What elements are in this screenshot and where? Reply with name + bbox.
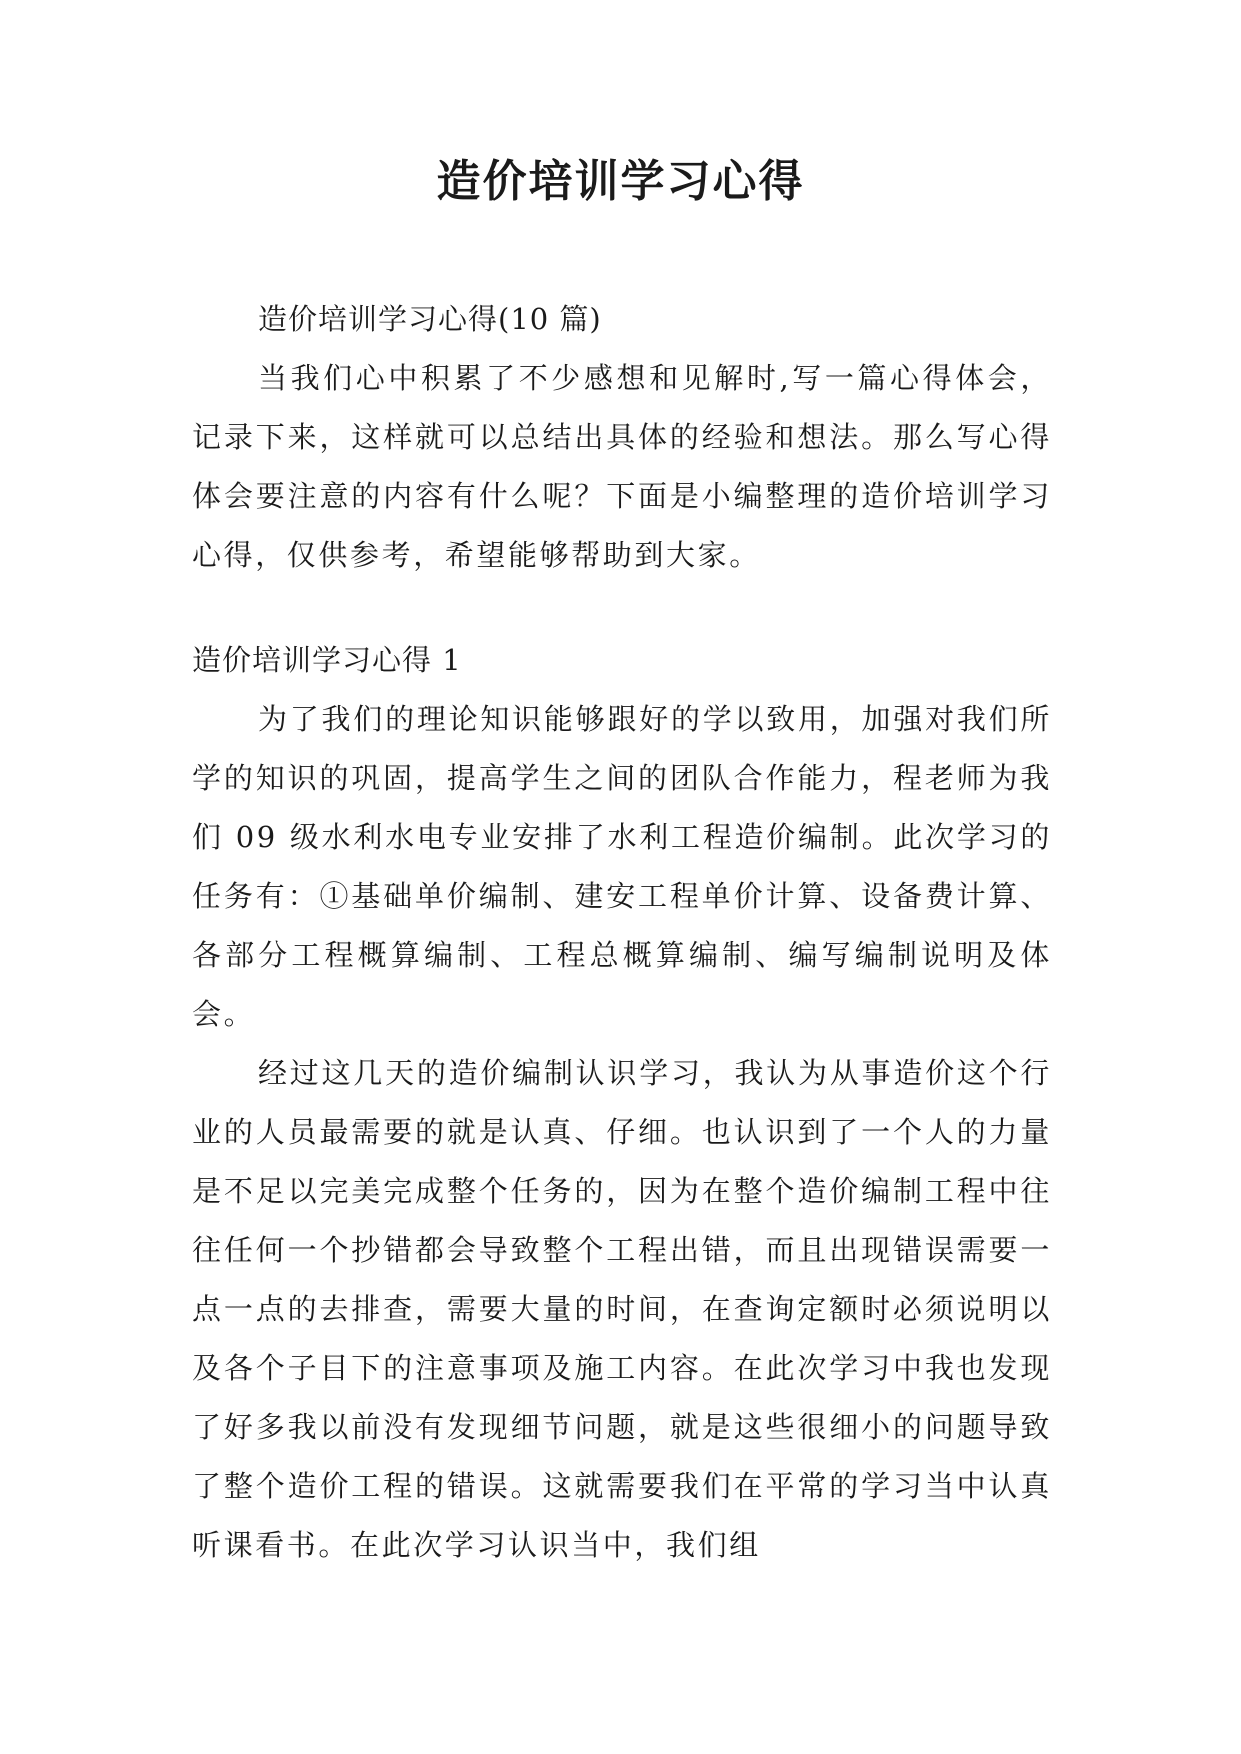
intro-paragraph: 当我们心中积累了不少感想和见解时,写一篇心得体会，记录下来，这样就可以总结出具体的经验和想法。那么写心得体会要注意的内容有什么呢？下面是小编整理的造价培训学习心得，仅供参考，希望能够帮助到大家。 [192, 361, 1052, 572]
body-paragraph-1: 为了我们的理论知识能够跟好的学以致用，加强对我们所学的知识的巩固，提高学生之间的团队合作能力，程老师为我们 09 级水利水电专业安排了水利工程造价编制。此次学习的任务有：①基础单价编制、建安工程单价计算、设备费计算、各部分工程概算编制、工程总概算编制、编写编制说明及体会。 [192, 702, 1052, 1031]
document-title: 造价培训学习心得 [436, 156, 805, 207]
body-paragraph-2: 经过这几天的造价编制认识学习，我认为从事造价这个行业的人员最需要的就是认真、仔细。也认识到了一个人的力量是不足以完美完成整个任务的，因为在整个造价编制工程中往往任何一个抄错都会导致整个工程出错，而且出现错误需要一点一点的去排查，需要大量的时间，在查询定额时必须说明以及各个子目下的注意事项及施工内容。在此次学习中我也发现了好多我以前没有发现细节问题，就是这些很细小的问题导致了整个造价工程的错误。这就需要我们在平常的学习当中认真听课看书。在此次学习认识当中，我们组 [192, 1056, 1052, 1562]
section-heading: 造价培训学习心得 1 [192, 643, 462, 677]
document-subtitle: 造价培训学习心得(10 篇) [258, 302, 602, 336]
